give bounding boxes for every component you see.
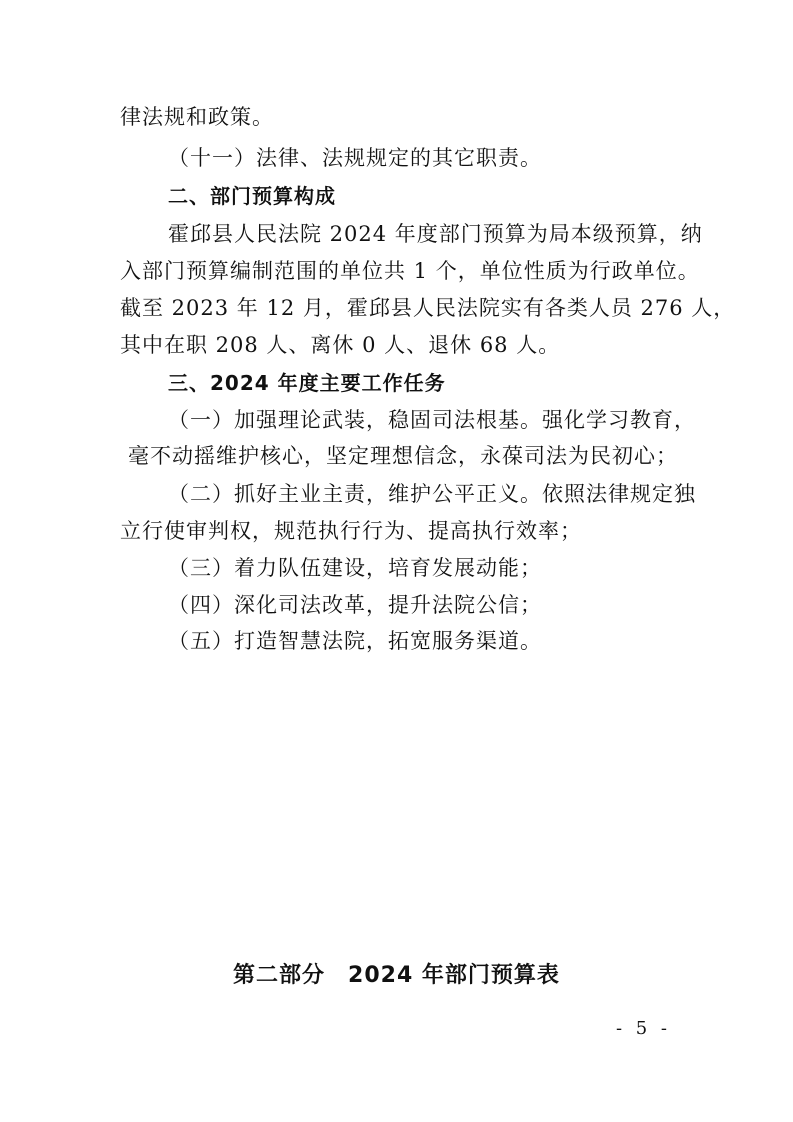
part-title: 第二部分 2024 年部门预算表 — [233, 963, 560, 988]
paragraph-line: 截至 2023 年 12 月，霍邱县人民法院实有各类人员 276 人， — [120, 296, 736, 320]
paragraph-line: （十一）法律、法规规定的其它职责。 — [168, 146, 542, 170]
paragraph-line: 霍邱县人民法院 2024 年度部门预算为局本级预算，纳 — [168, 222, 703, 246]
paragraph-line: 毫不动摇维护核心，坚定理想信念，永葆司法为民初心； — [128, 444, 678, 468]
section-heading: 二、部门预算构成 — [168, 184, 336, 208]
section-heading: 三、2024 年度主要工作任务 — [168, 371, 446, 395]
paragraph-line: 立行使审判权，规范执行行为、提高执行效率； — [120, 519, 582, 543]
paragraph-line: （四）深化司法改革，提升法院公信； — [168, 593, 542, 617]
page-number: - 5 - — [615, 1018, 671, 1039]
paragraph-line: （五）打造智慧法院，拓宽服务渠道。 — [168, 629, 542, 653]
paragraph-line: 律法规和政策。 — [120, 105, 274, 129]
paragraph-line: （三）着力队伍建设，培育发展动能； — [168, 556, 542, 580]
paragraph-line: 入部门预算编制范围的单位共 1 个，单位性质为行政单位。 — [120, 259, 700, 283]
paragraph-line: （二）抓好主业主责，维护公平正义。依照法律规定独 — [168, 482, 696, 506]
paragraph-line: （一）加强理论武装，稳固司法根基。强化学习教育， — [168, 408, 696, 432]
paragraph-line: 其中在职 208 人、离休 0 人、退休 68 人。 — [120, 333, 561, 357]
